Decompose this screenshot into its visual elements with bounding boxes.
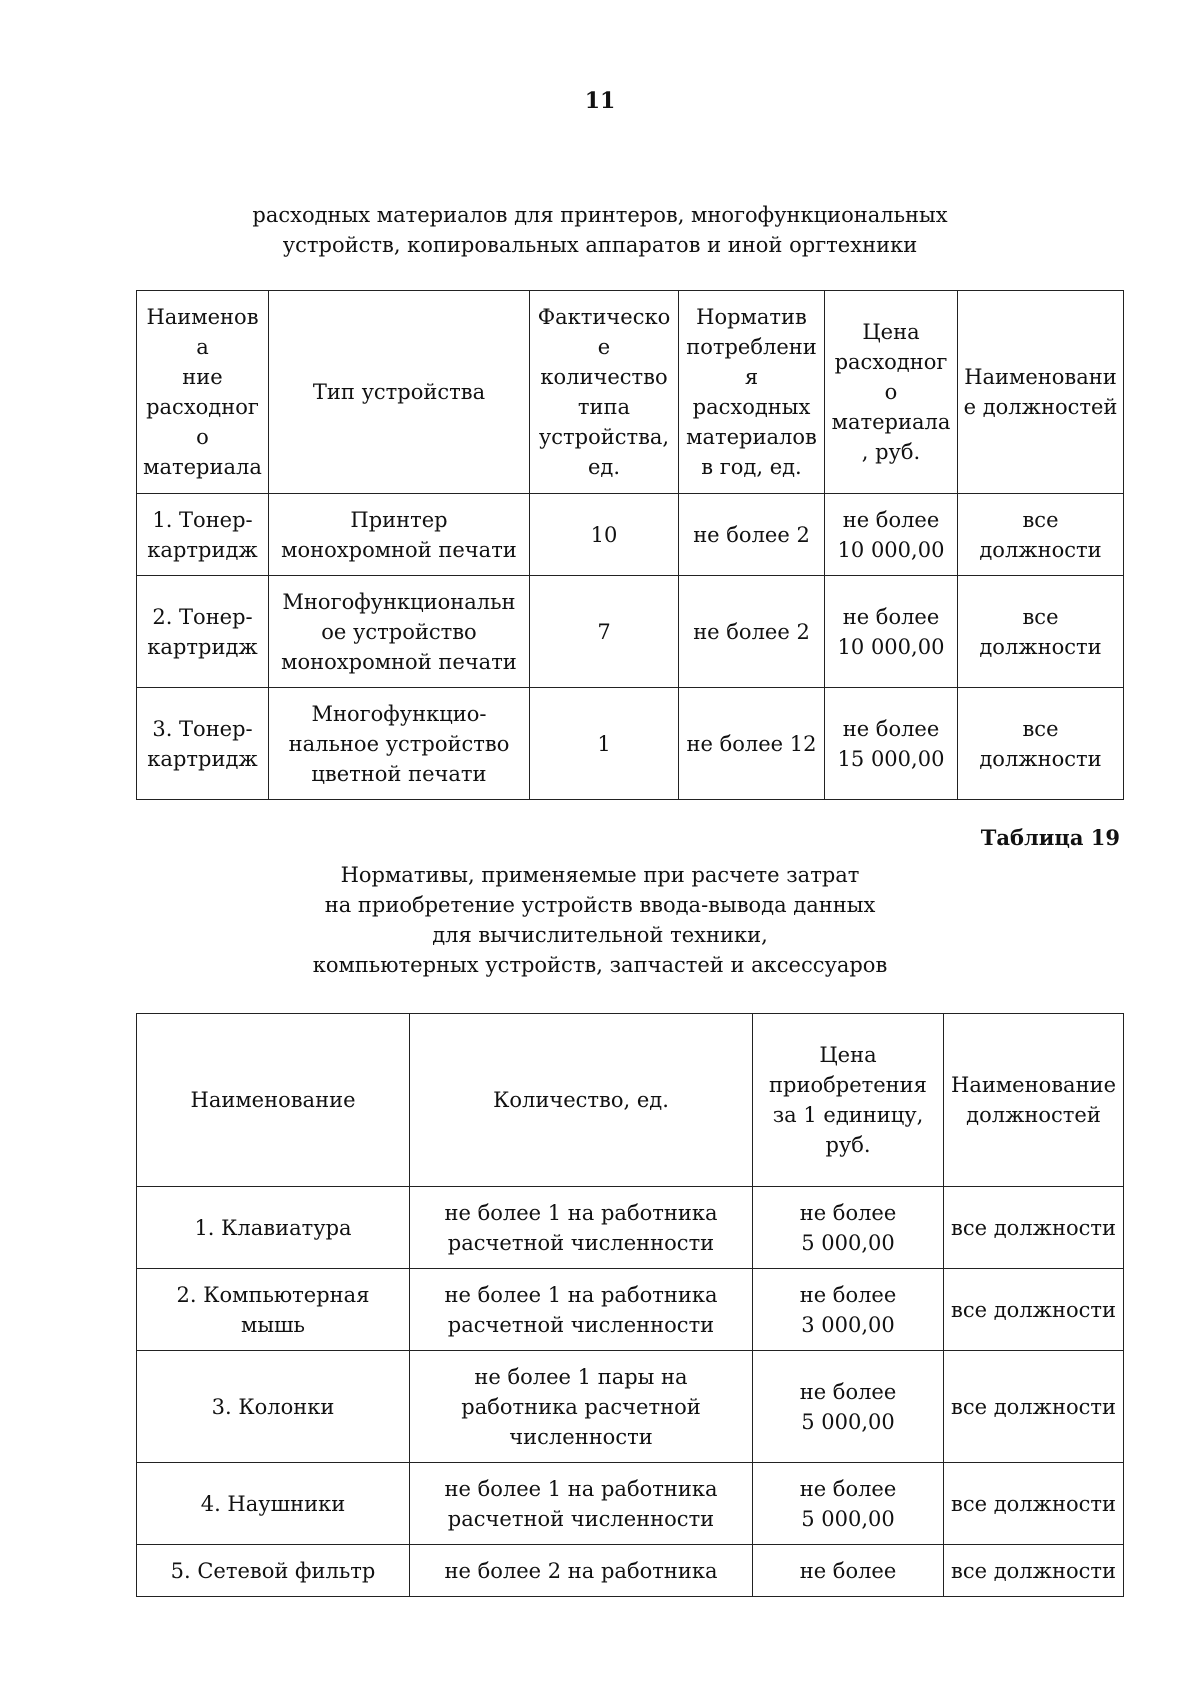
header-cell bbox=[530, 291, 679, 494]
cell-text: не более bbox=[799, 1558, 897, 1583]
cell-text: 1. Клавиатура bbox=[194, 1215, 352, 1240]
cell-text: за 1 единицу, bbox=[772, 1103, 924, 1127]
cell-text: расходных bbox=[692, 395, 811, 419]
cell-text: расходног bbox=[834, 350, 948, 374]
table-cell bbox=[825, 576, 958, 688]
cell-text: нальное устройство bbox=[288, 731, 510, 756]
cell-text: 1. Тонер- bbox=[152, 507, 253, 532]
cell-text: Тип устройства bbox=[312, 380, 486, 404]
table-cell bbox=[137, 1351, 410, 1463]
cell-text: 1 bbox=[597, 731, 611, 756]
cell-text: я bbox=[744, 365, 759, 389]
cell-text: ние bbox=[182, 365, 223, 389]
cell-text: материала bbox=[831, 410, 951, 434]
cell-text: Норматив bbox=[696, 305, 807, 329]
cell-text: не более 1 на работника bbox=[444, 1282, 718, 1307]
cell-text: , руб. bbox=[861, 440, 921, 464]
cell-text: не более bbox=[842, 507, 940, 532]
cell-text: должности bbox=[979, 634, 1102, 659]
cell-text: не более bbox=[799, 1200, 897, 1225]
cell-text: потреблени bbox=[686, 335, 817, 359]
header-cell bbox=[753, 1014, 944, 1187]
page-number: 11 bbox=[584, 88, 616, 114]
table-cell bbox=[944, 1269, 1124, 1351]
cell-text: картридж bbox=[147, 746, 258, 771]
cell-text: Принтер bbox=[350, 507, 448, 532]
cell-text: е bbox=[597, 335, 611, 359]
cell-text: не более bbox=[842, 604, 940, 629]
table-cell bbox=[944, 1187, 1124, 1269]
cell-text: не более 2 bbox=[693, 619, 810, 644]
consumables-norms-table bbox=[136, 290, 1124, 800]
table-cell bbox=[137, 494, 269, 576]
cell-text: 2. Тонер- bbox=[152, 604, 253, 629]
cell-text: все bbox=[1022, 716, 1059, 741]
table-row bbox=[137, 576, 1124, 688]
cell-text: не более bbox=[799, 1476, 897, 1501]
cell-text: цветной печати bbox=[311, 761, 487, 786]
table-body bbox=[137, 1014, 1124, 1597]
header-cell bbox=[825, 291, 958, 494]
cell-text: количество bbox=[540, 365, 668, 389]
cell-text: Многофункцио- bbox=[311, 701, 487, 726]
cell-text: должности bbox=[979, 537, 1102, 562]
cell-text: все должности bbox=[951, 1558, 1116, 1583]
cell-text: устройства, bbox=[538, 425, 670, 449]
table-cell bbox=[679, 688, 825, 800]
table-row bbox=[137, 1187, 1124, 1269]
table-cell bbox=[958, 494, 1124, 576]
cell-text: в год, ед. bbox=[701, 455, 802, 479]
table-cell bbox=[753, 1545, 944, 1597]
table-cell bbox=[753, 1269, 944, 1351]
header-cell bbox=[137, 291, 269, 494]
cell-text: Наименование bbox=[951, 1073, 1116, 1097]
cell-text: мышь bbox=[240, 1312, 305, 1337]
cell-text: 10 000,00 bbox=[837, 537, 945, 562]
header-cell bbox=[269, 291, 530, 494]
cell-text: руб. bbox=[825, 1133, 871, 1157]
table-cell bbox=[944, 1463, 1124, 1545]
table-row bbox=[137, 1269, 1124, 1351]
table-cell bbox=[137, 576, 269, 688]
cell-text: монохромной печати bbox=[281, 537, 517, 562]
cell-text: не более 1 на работника bbox=[444, 1200, 718, 1225]
table-row bbox=[137, 494, 1124, 576]
cell-text: приобретения bbox=[769, 1073, 927, 1097]
cell-text: монохромной печати bbox=[281, 649, 517, 674]
cell-text: работника расчетной bbox=[461, 1394, 701, 1419]
cell-text: все должности bbox=[951, 1394, 1116, 1419]
cell-text: Количество, ед. bbox=[493, 1088, 669, 1112]
cell-text: а bbox=[196, 335, 209, 359]
cell-text: Наименовани bbox=[964, 365, 1117, 389]
table-cell bbox=[679, 576, 825, 688]
cell-text: Многофункциональн bbox=[282, 589, 516, 614]
header-cell bbox=[944, 1014, 1124, 1187]
cell-text: все должности bbox=[951, 1491, 1116, 1516]
cell-text: типа bbox=[577, 395, 631, 419]
cell-text: расчетной численности bbox=[447, 1230, 715, 1255]
table-cell bbox=[753, 1463, 944, 1545]
table-cell bbox=[753, 1187, 944, 1269]
table-cell bbox=[137, 1545, 410, 1597]
cell-text: 4. Наушники bbox=[200, 1491, 346, 1516]
table-cell bbox=[679, 494, 825, 576]
cell-text: Наименование bbox=[190, 1088, 356, 1112]
cell-text: ое устройство bbox=[321, 619, 477, 644]
header-cell bbox=[679, 291, 825, 494]
header-cell bbox=[137, 1014, 410, 1187]
cell-text: должности bbox=[979, 746, 1102, 771]
table-cell bbox=[410, 1269, 753, 1351]
cell-text: все bbox=[1022, 507, 1059, 532]
cell-text: не более 12 bbox=[686, 731, 817, 756]
table-body bbox=[137, 291, 1124, 800]
cell-text: е должностей bbox=[963, 395, 1118, 419]
table-cell bbox=[958, 576, 1124, 688]
cell-text: 5 000,00 bbox=[801, 1409, 895, 1434]
table-cell bbox=[530, 688, 679, 800]
cell-text: картридж bbox=[147, 537, 258, 562]
caption-line: на приобретение устройств ввода-вывода данных bbox=[324, 893, 876, 917]
caption-line: расходных материалов для принтеров, многофункциональных bbox=[252, 203, 948, 227]
cell-text: все должности bbox=[951, 1297, 1116, 1322]
header-cell bbox=[958, 291, 1124, 494]
cell-text: расходног bbox=[146, 395, 259, 419]
table-cell bbox=[944, 1545, 1124, 1597]
table-cell bbox=[137, 1187, 410, 1269]
cell-text: численности bbox=[509, 1424, 653, 1449]
caption-line: компьютерных устройств, запчастей и аксессуаров bbox=[312, 953, 888, 977]
cell-text: 3 000,00 bbox=[801, 1312, 895, 1337]
table-cell bbox=[958, 688, 1124, 800]
cell-text: 10 bbox=[590, 522, 618, 547]
cell-text: о bbox=[884, 380, 898, 404]
caption-line: устройств, копировальных аппаратов и иной оргтехники bbox=[282, 233, 918, 257]
cell-text: не более 1 пары на bbox=[474, 1364, 688, 1389]
table-cell bbox=[753, 1351, 944, 1463]
cell-text: не более bbox=[799, 1282, 897, 1307]
table-cell bbox=[410, 1463, 753, 1545]
table-cell bbox=[944, 1351, 1124, 1463]
table-cell bbox=[269, 494, 530, 576]
cell-text: не более 1 на работника bbox=[444, 1476, 718, 1501]
cell-text: материалов bbox=[686, 425, 817, 449]
header-row bbox=[137, 291, 1124, 494]
cell-text: расчетной численности bbox=[447, 1506, 715, 1531]
cell-text: Фактическо bbox=[537, 305, 671, 329]
cell-text: ед. bbox=[587, 455, 621, 479]
table-cell bbox=[269, 688, 530, 800]
table19-caption bbox=[0, 860, 1200, 980]
table-cell bbox=[410, 1545, 753, 1597]
cell-text: должностей bbox=[966, 1103, 1101, 1127]
table-cell bbox=[137, 688, 269, 800]
table-cell bbox=[410, 1187, 753, 1269]
caption-line: Нормативы, применяемые при расчете затрат bbox=[340, 863, 860, 887]
table-row bbox=[137, 1351, 1124, 1463]
cell-text: Цена bbox=[862, 320, 920, 344]
cell-text: 7 bbox=[597, 619, 611, 644]
cell-text: 5 000,00 bbox=[801, 1230, 895, 1255]
table-19-label: Таблица 19 bbox=[980, 825, 1120, 850]
table-cell bbox=[825, 688, 958, 800]
caption-line: для вычислительной техники, bbox=[432, 923, 768, 947]
cell-text: 15 000,00 bbox=[837, 746, 945, 771]
cell-text: расчетной численности bbox=[447, 1312, 715, 1337]
cell-text: 5. Сетевой фильтр bbox=[170, 1558, 376, 1583]
cell-text: 3. Тонер- bbox=[152, 716, 253, 741]
cell-text: Цена bbox=[819, 1043, 877, 1067]
cell-text: не более bbox=[842, 716, 940, 741]
table-cell bbox=[269, 576, 530, 688]
cell-text: все bbox=[1022, 604, 1059, 629]
table-cell bbox=[410, 1351, 753, 1463]
table-cell bbox=[137, 1269, 410, 1351]
io-devices-norms-table bbox=[136, 1013, 1124, 1597]
cell-text: не более bbox=[799, 1379, 897, 1404]
header-cell bbox=[410, 1014, 753, 1187]
cell-text: не более 2 bbox=[693, 522, 810, 547]
cell-text: Наименов bbox=[146, 305, 259, 329]
table-row bbox=[137, 688, 1124, 800]
table-cell bbox=[530, 576, 679, 688]
cell-text: 5 000,00 bbox=[801, 1506, 895, 1531]
header-row bbox=[137, 1014, 1124, 1187]
cell-text: 3. Колонки bbox=[211, 1394, 335, 1419]
cell-text: о bbox=[196, 425, 209, 449]
table18-caption bbox=[0, 200, 1200, 260]
cell-text: картридж bbox=[147, 634, 258, 659]
table-cell bbox=[825, 494, 958, 576]
table-row bbox=[137, 1545, 1124, 1597]
table-cell bbox=[530, 494, 679, 576]
table-row bbox=[137, 1463, 1124, 1545]
cell-text: 2. Компьютерная bbox=[176, 1282, 370, 1307]
cell-text: не более 2 на работника bbox=[444, 1558, 718, 1583]
cell-text: 10 000,00 bbox=[837, 634, 945, 659]
cell-text: все должности bbox=[951, 1215, 1116, 1240]
table-cell bbox=[137, 1463, 410, 1545]
cell-text: материала bbox=[143, 455, 262, 479]
